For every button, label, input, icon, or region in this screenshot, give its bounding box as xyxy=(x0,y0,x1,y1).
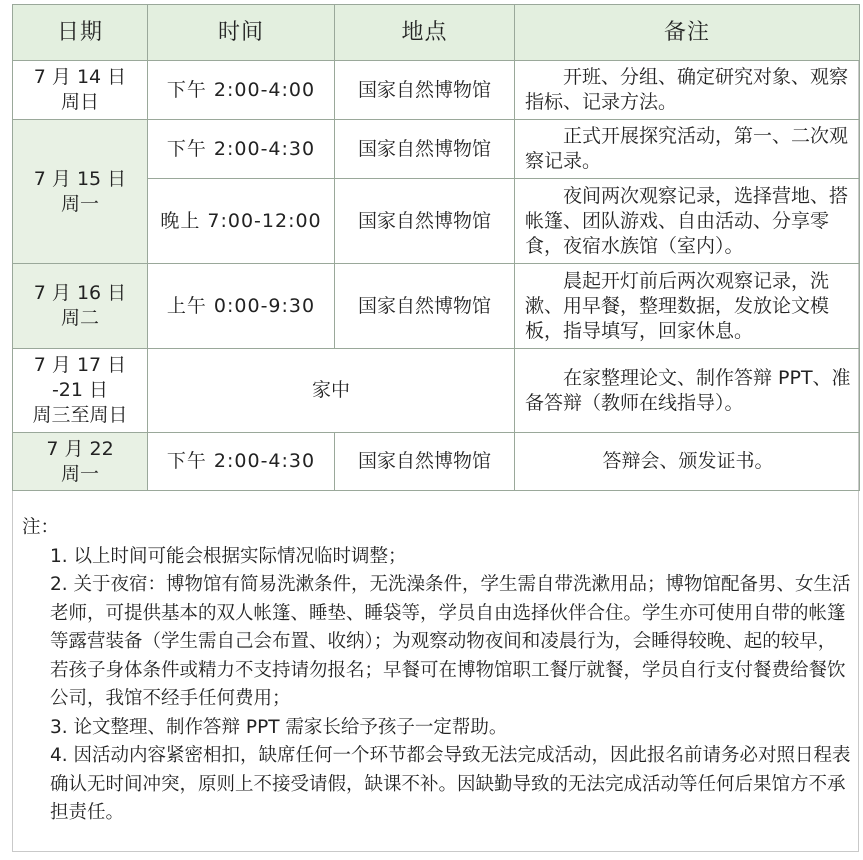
note-cell: 夜间两次观察记录，选择营地、搭帐篷、团队游戏、自由活动、分享零食，夜宿水族馆（室内）。 xyxy=(515,179,860,264)
note-cell: 答辩会、颁发证书。 xyxy=(515,433,860,491)
time-cell: 下午 2:00-4:30 xyxy=(148,433,335,491)
table-row xyxy=(13,433,860,491)
date-cell xyxy=(13,264,148,349)
date-line: 7 月 14 日 xyxy=(33,66,127,88)
time-cell: 晚上 7:00-12:00 xyxy=(148,179,335,264)
table-row xyxy=(13,120,860,179)
note-item: 4. 因活动内容紧密相扣，缺席任何一个环节都会导致无法完成活动，因此报名前请务必对照日程表确认无时间冲突，原则上不接受请假，缺课不补。因缺勤导致的无法完成活动等任何后果馆方不承担责任。 xyxy=(50,745,851,823)
header-date: 日期 xyxy=(13,5,148,61)
notes-section xyxy=(22,514,852,828)
weekday-line: 周一 xyxy=(60,192,99,215)
date-line: 7 月 22 xyxy=(46,437,114,460)
table-row xyxy=(13,349,860,433)
header-note: 备注 xyxy=(515,5,860,61)
place-cell: 家中 xyxy=(148,349,515,433)
place-cell: 国家自然博物馆 xyxy=(335,433,515,491)
note-cell: 开班、分组、确定研究对象、观察指标、记录方法。 xyxy=(515,61,860,120)
place-cell: 国家自然博物馆 xyxy=(335,179,515,264)
weekday-line: 周日 xyxy=(60,91,99,113)
table-row xyxy=(13,264,860,349)
date-cell xyxy=(13,349,148,433)
weekday-line: 周三至周日 xyxy=(32,404,128,426)
date-cell xyxy=(13,433,148,491)
note-item: 1. 以上时间可能会根据实际情况临时调整； xyxy=(50,545,407,567)
time-cell: 上午 0:00-9:30 xyxy=(148,264,335,349)
date-line: -21 日 xyxy=(51,379,109,401)
place-cell: 国家自然博物馆 xyxy=(335,120,515,179)
place-cell: 国家自然博物馆 xyxy=(335,264,515,349)
time-cell: 下午 2:00-4:00 xyxy=(148,61,335,120)
date-cell xyxy=(13,61,148,120)
note-item: 2. 关于夜宿：博物馆有简易洗漱条件，无洗澡条件，学生需自带洗漱用品；博物馆配备男、女生活老师，可提供基本的双人帐篷、睡垫、睡袋等，学员自由选择伙伴合住。学生亦可使用自带的帐篷等露营装备（学生需自己会布置、收纳）；为观察动物夜间和凌晨行为，会睡得较晚、起的较早，若孩子身体条件或精力不支持请勿报名；早餐可在博物馆职工餐厅就餐，学员自行支付餐费给餐饮公司，我馆不经手任何费用； xyxy=(50,574,851,709)
note-cell: 在家整理论文、制作答辩 PPT、准备答辩（教师在线指导）。 xyxy=(515,349,860,433)
date-cell xyxy=(13,120,148,264)
note-cell: 晨起开灯前后两次观察记录，洗漱、用早餐，整理数据，发放论文模板，指导填写，回家休息。 xyxy=(515,264,860,349)
time-cell: 下午 2:00-4:30 xyxy=(148,120,335,179)
table-header-row xyxy=(13,5,860,61)
header-place: 地点 xyxy=(335,5,515,61)
place-cell: 国家自然博物馆 xyxy=(335,61,515,120)
schedule-table xyxy=(12,4,860,491)
date-line: 7 月 17 日 xyxy=(33,354,127,376)
table-row xyxy=(13,61,860,120)
note-item: 3. 论文整理、制作答辩 PPT 需家长给予孩子一定帮助。 xyxy=(50,716,508,738)
date-line: 7 月 16 日 xyxy=(33,282,127,304)
header-time: 时间 xyxy=(148,5,335,61)
notes-heading: 注： xyxy=(22,517,60,538)
weekday-line: 周二 xyxy=(60,307,99,329)
note-cell: 正式开展探究活动，第一、二次观察记录。 xyxy=(515,120,860,179)
weekday-line: 周一 xyxy=(60,462,99,485)
date-line: 7 月 15 日 xyxy=(33,167,127,190)
